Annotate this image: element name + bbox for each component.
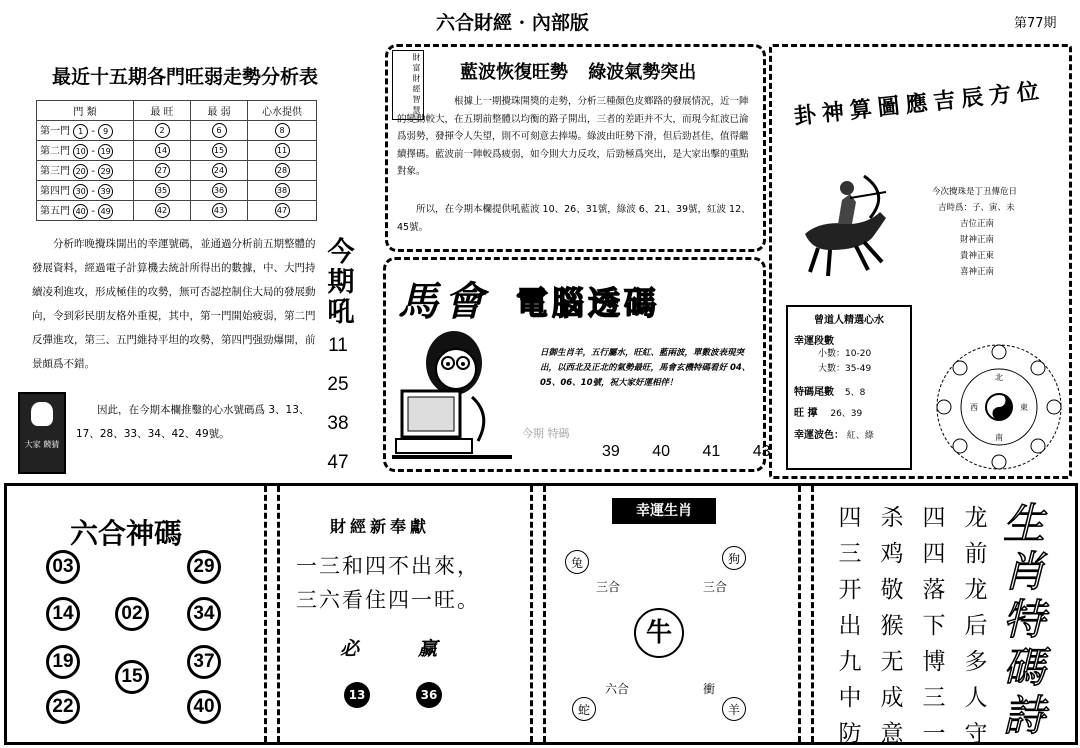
liuhe-number: 29	[187, 550, 221, 584]
wave-conclusion: 所以，在今期本欄提供吼藍波 10、26、31號，綠波 6、21、39號，紅波 12、45號。	[397, 204, 751, 233]
jinqi-number: 38	[327, 413, 349, 434]
weak-cell	[191, 201, 248, 221]
ying-number: 36	[416, 682, 442, 708]
gate-from: 10	[73, 144, 88, 159]
tip-value: 38	[275, 183, 290, 198]
luck-range-label: 幸運段數	[794, 336, 834, 347]
cartoon-pupil-left	[446, 362, 450, 366]
bagua-node-w	[937, 400, 951, 414]
fortune-line: 吉時爲：子、寅、未	[938, 203, 1015, 213]
gate-cell: 第五門 40 - 49	[37, 201, 134, 221]
gate-name: 第五門	[40, 206, 70, 217]
gate-name: 第一門	[40, 126, 70, 137]
luck-tail-value: 5、8	[844, 388, 866, 398]
weak-cell	[191, 181, 248, 201]
luck-wang-value: 26、39	[830, 409, 863, 419]
luck-big-label: 大數：	[818, 364, 846, 374]
xinfeng-line2: 三六看住四一旺。	[296, 588, 480, 612]
desk-icon	[392, 455, 512, 459]
best-value: 42	[155, 203, 170, 218]
cartoon-arm	[472, 397, 484, 441]
liuhe-number: 15	[115, 660, 149, 694]
liuhe-number: 02	[115, 597, 149, 631]
bow-icon	[864, 176, 879, 218]
mahui-title-left: 馬會	[398, 278, 490, 325]
wave-body: 根據上一期攪珠開獎的走勢，分析三種顏色皮鄉路的發展情況，近一陣的變動較大，在五期前整體以均衡的路子開出，三者的差距并不大，而現今紅波已淪爲弱勢，發揮令人失望，則不可刻意去捧場。綠波由旺勢下滑，但后勁甚佳，值得繼續擇碼。藍波前一陣較爲疲弱，如今則大力反攻，后勁極爲突出，是大家出擊的重點對象。	[397, 96, 749, 177]
bagua-node-se	[1031, 439, 1045, 453]
liuhe-number: 03	[46, 550, 80, 584]
liuhe-number: 34	[187, 597, 221, 631]
bagua-label-west: 西	[970, 403, 978, 412]
mahui-number: 39	[602, 443, 620, 460]
weak-cell	[191, 121, 248, 141]
deity-stamp-illustration	[18, 392, 66, 474]
best-cell	[134, 141, 191, 161]
zodiac-dog: 狗	[722, 546, 746, 570]
gate-cell: 第四門 30 - 39	[37, 181, 134, 201]
bagua-node-s	[992, 455, 1006, 469]
jinqi-char: 吼	[327, 297, 355, 328]
gate-to: 9	[98, 124, 113, 139]
liuhe-title: 六合神碼	[70, 517, 183, 550]
gate-to: 19	[98, 144, 113, 159]
jinqi-numbers	[318, 326, 358, 482]
tip-cell	[248, 201, 317, 221]
poem-column: 四三开出九中防	[838, 505, 862, 747]
bagua-node-sw	[953, 439, 967, 453]
jinqi-title	[322, 238, 360, 328]
luck-title: 曾道人精選心水	[814, 315, 884, 326]
tip-value: 8	[275, 123, 290, 138]
tip-value: 11	[275, 143, 290, 158]
gate-name: 第二門	[40, 146, 70, 157]
best-cell	[134, 121, 191, 141]
gate-cell: 第一門 1 - 9	[37, 121, 134, 141]
best-cell	[134, 201, 191, 221]
cartoon-computer-illustration	[392, 325, 517, 467]
weak-cell	[191, 161, 248, 181]
gate-name: 第三門	[40, 166, 70, 177]
fortune-lines	[932, 184, 1017, 280]
fortune-line: 今次攪珠是丁丑傳危日	[932, 187, 1018, 197]
cartoon-pupil-right	[461, 362, 465, 366]
masthead: 六合財經 · 內部版	[436, 12, 589, 34]
gate-to: 29	[98, 164, 113, 179]
luck-tail-label: 特碼尾數	[794, 387, 834, 398]
best-value: 27	[155, 163, 170, 178]
divider	[543, 486, 546, 742]
fortune-line: 貴神正東	[960, 251, 995, 261]
tip-cell	[248, 141, 317, 161]
jinqi-number: 11	[328, 335, 348, 356]
xinfeng-line1: 一三和四不出來，	[296, 554, 480, 578]
bagua-label-south: 南	[995, 433, 1003, 442]
zodiac-ox-center: 牛	[634, 608, 684, 658]
jinqi-char: 今	[327, 237, 355, 268]
weak-value: 6	[212, 123, 227, 138]
poem-column: 杀鸡敬猴无成意	[880, 505, 904, 747]
bi-label: 必	[340, 638, 360, 660]
wave-title-green: 綠波氣勢突出	[588, 62, 697, 83]
horse-archer-illustration	[790, 172, 900, 282]
cartoon-face	[436, 349, 476, 389]
divider	[798, 486, 801, 742]
mahui-text: 日御生肖羊，五行屬水，旺紅、藍兩波，單數波表現突出，以西北及正北的氣勢最旺，馬會玄機特碼看好 04、05、06、10號，祝大家好運相伴！	[540, 348, 751, 388]
divider	[277, 486, 280, 742]
analysis-paragraph: 分析昨晚攪珠開出的幸運號碼，並通過分析前五期整體的發展資料，經過電子計算機去統計所得出的數據，中、大門持續凌利進攻，形成極佳的攻勢，無可否認控制住大局的發展動向，令到彩民朋友格外重視，其中，第一門開始疲弱，第二門反彈進攻，第三、五門維持平坦的攻勢，第四門强勁爆開，前景頗爲不錯。	[32, 238, 316, 370]
rider-head	[840, 181, 854, 195]
bagua-label-east: 東	[1020, 403, 1028, 412]
gate-name: 第四門	[40, 186, 70, 197]
table-header: 最 旺	[134, 101, 191, 121]
fortune-line: 喜神正南	[960, 267, 995, 277]
luck-wang-label: 旺 撑	[794, 408, 818, 419]
luck-big-value: 35-49	[845, 364, 872, 374]
liuhe-number: 40	[187, 690, 221, 724]
analysis-conclusion: 因此，在今期本欄推鑿的心水號碼爲 3、13、17、28、33、34、42、49號。	[76, 404, 310, 440]
tip-value: 28	[275, 163, 290, 178]
table-row	[37, 181, 317, 201]
jinqi-number: 47	[327, 452, 349, 473]
arrow-icon	[850, 192, 886, 198]
table-header: 心水提供	[248, 101, 317, 121]
luck-small	[794, 347, 904, 362]
analysis-title: 最近十五期各門旺弱走勢分析表	[52, 66, 319, 88]
divider	[811, 486, 814, 742]
gate-to: 39	[98, 184, 113, 199]
luck-wang	[794, 403, 904, 425]
fortune-title: 卦神算圖應吉辰方位	[792, 77, 1047, 130]
liuhe-relation: 六合	[605, 682, 630, 696]
wave-side-tag: 財 富 財 經 智 慧	[392, 50, 424, 120]
liuhe-number: 37	[187, 645, 221, 679]
luck-small-label: 小數：	[818, 349, 846, 359]
bagua-node-nw	[953, 361, 967, 375]
zodiac-goat: 羊	[722, 697, 746, 721]
wave-title	[460, 58, 696, 84]
luck-big	[794, 362, 904, 377]
table-header: 最 弱	[191, 101, 248, 121]
weak-value: 43	[212, 203, 227, 218]
jinqi-number: 25	[327, 374, 349, 395]
analysis-table-wrap	[36, 100, 317, 221]
bi-number: 13	[344, 682, 370, 708]
best-value: 14	[155, 143, 170, 158]
gate-cell: 第三門 20 - 29	[37, 161, 134, 181]
bagua-node-n	[992, 345, 1006, 359]
liuhe-number: 14	[46, 597, 80, 631]
table-row	[37, 121, 317, 141]
table-row	[37, 161, 317, 181]
analysis-table	[36, 100, 317, 221]
jinqi-char: 期	[327, 267, 355, 298]
gate-from: 30	[73, 184, 88, 199]
rider	[838, 194, 856, 224]
luck-color-label: 幸運波色：	[794, 430, 844, 441]
mahui-number: 40	[652, 443, 671, 460]
weak-value: 15	[212, 143, 227, 158]
stamp-text: 大家 競猜	[24, 440, 60, 449]
gate-to: 49	[98, 204, 113, 219]
sanhe-left: 三合	[596, 580, 621, 594]
mahui-title-right: 電腦透碼	[516, 284, 661, 322]
fortune-line: 財神正南	[960, 235, 995, 245]
divider	[264, 486, 267, 742]
tip-cell	[248, 181, 317, 201]
bagua-node-e	[1047, 400, 1061, 414]
best-cell	[134, 161, 191, 181]
weak-cell	[191, 141, 248, 161]
table-header: 門 類	[37, 101, 134, 121]
xinfeng-title: 財經新奉獻	[330, 517, 431, 536]
bagua-label-north: 北	[995, 373, 1003, 382]
zodiac-rabbit: 兔	[565, 550, 589, 574]
mahui-numbers	[602, 443, 771, 461]
tip-value: 47	[275, 203, 290, 218]
tip-cell	[248, 121, 317, 141]
bagua-node-ne	[1031, 361, 1045, 375]
divider	[530, 486, 533, 742]
gate-from: 20	[73, 164, 88, 179]
mahui-caption: 今期 特碼	[522, 427, 570, 440]
gate-from: 40	[73, 204, 88, 219]
liuhe-number: 22	[46, 690, 80, 724]
chong-relation: 衝	[703, 682, 716, 696]
weak-value: 24	[212, 163, 227, 178]
bagua-compass-diagram	[932, 340, 1067, 475]
zodiac-title: 幸運生肖	[612, 498, 716, 524]
best-value: 2	[155, 123, 170, 138]
stamp-face-icon	[31, 402, 53, 426]
luck-color	[794, 425, 904, 447]
fortune-line: 吉位正南	[960, 219, 995, 229]
table-row	[37, 201, 317, 221]
gate-from: 1	[73, 124, 88, 139]
gate-cell: 第二門 10 - 19	[37, 141, 134, 161]
sanhe-right: 三合	[703, 580, 728, 594]
poem-column: 龙前龙后多人守	[964, 505, 988, 747]
luck-box	[786, 305, 912, 470]
ying-label: 赢	[418, 638, 438, 660]
issue-number: 第77期	[1014, 16, 1057, 31]
luck-tail	[794, 383, 904, 403]
best-cell	[134, 181, 191, 201]
mahui-number: 41	[702, 443, 721, 460]
zodiac-snake: 蛇	[572, 697, 596, 721]
luck-small-value: 10-20	[845, 349, 872, 359]
keyboard-icon	[396, 439, 472, 453]
mahui-number: 43	[752, 443, 771, 460]
weak-value: 36	[212, 183, 227, 198]
liuhe-number: 19	[46, 645, 80, 679]
table-row	[37, 141, 317, 161]
table-header-row	[37, 101, 317, 121]
wave-title-blue: 藍波恢復旺勢	[460, 62, 568, 83]
monitor-screen	[408, 397, 454, 431]
tip-cell	[248, 161, 317, 181]
poem-title: 生肖特碼詩	[1002, 499, 1045, 740]
poem-column: 四四落下博三一	[922, 505, 946, 747]
luck-color-value: 紅、綠	[846, 431, 874, 441]
best-value: 35	[155, 183, 170, 198]
